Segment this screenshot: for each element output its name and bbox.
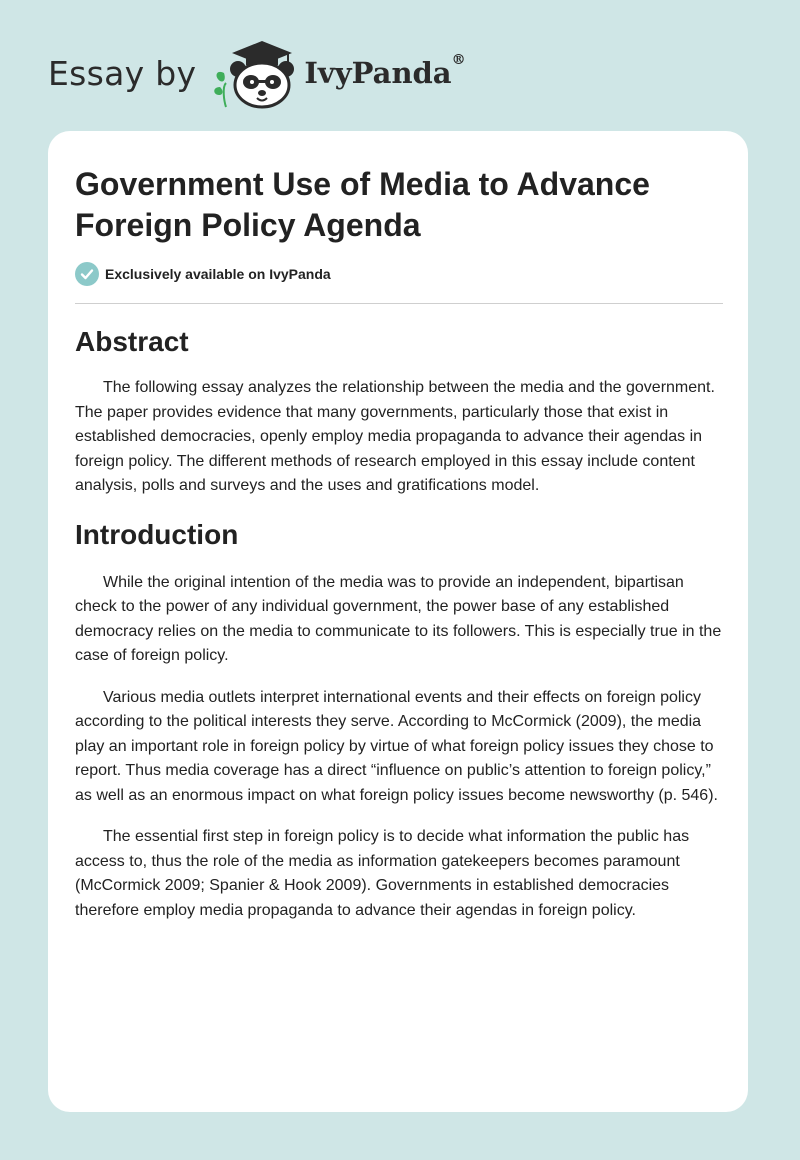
intro-paragraph-2: Various media outlets interpret international events and their effects on foreign policy according to the political interests they serve. According to McCormick (2009), the media play an important role in foreign policy by virtue of what foreign policy issues they chose to report. Thus media coverage has a direct “influence on public’s attention to foreign policy,” as well as an enormous impact on what foreign policy issues become newsworthy (p. 546). — [75, 688, 718, 804]
brand-name[interactable] — [304, 52, 466, 90]
site-header — [48, 38, 466, 108]
essay-by-label: Essay by — [48, 53, 197, 93]
title-divider — [75, 303, 723, 304]
essay-body — [75, 325, 725, 923]
section-heading-abstract: Abstract — [75, 326, 189, 357]
intro-paragraph-1: While the original intention of the media was to provide an independent, bipartisan check to the power of any individual government, the power base of any established democracy relies on the media to communicate to its followers. This is especially true in the case of foreign policy. — [75, 573, 722, 664]
ivy-leaf-icon — [215, 72, 227, 107]
exclusive-label: Exclusively available on IvyPanda — [105, 266, 331, 282]
exclusive-badge — [75, 262, 331, 286]
essay-card — [48, 131, 748, 1112]
essay-title: Government Use of Media to Advance Foreign Policy Agenda — [75, 166, 650, 243]
registered-mark: ® — [451, 52, 466, 68]
brand-text: IvyPanda — [304, 56, 452, 90]
intro-paragraph-3: The essential first step in foreign policy is to decide what information the public has access to, thus the role of the media as information gatekeepers becomes paramount (McCormick 2009; Spanier & Hook 2009). Governments in established democracies therefore employ media propaganda to advance their agendas in foreign policy. — [75, 828, 690, 919]
panda-mascot-icon — [210, 37, 302, 109]
abstract-paragraph: The following essay analyzes the relationship between the media and the government. The paper provides evidence that many governments, particularly those that exist in established democracies, openly employ media propaganda to advance their agendas in foreign policy. The different methods of research employed in this essay include content analysis, polls and surveys and the uses and gratifications model. — [75, 379, 715, 494]
check-icon — [75, 262, 99, 286]
ivypanda-logo[interactable] — [210, 37, 302, 109]
section-heading-introduction: Introduction — [75, 518, 239, 550]
